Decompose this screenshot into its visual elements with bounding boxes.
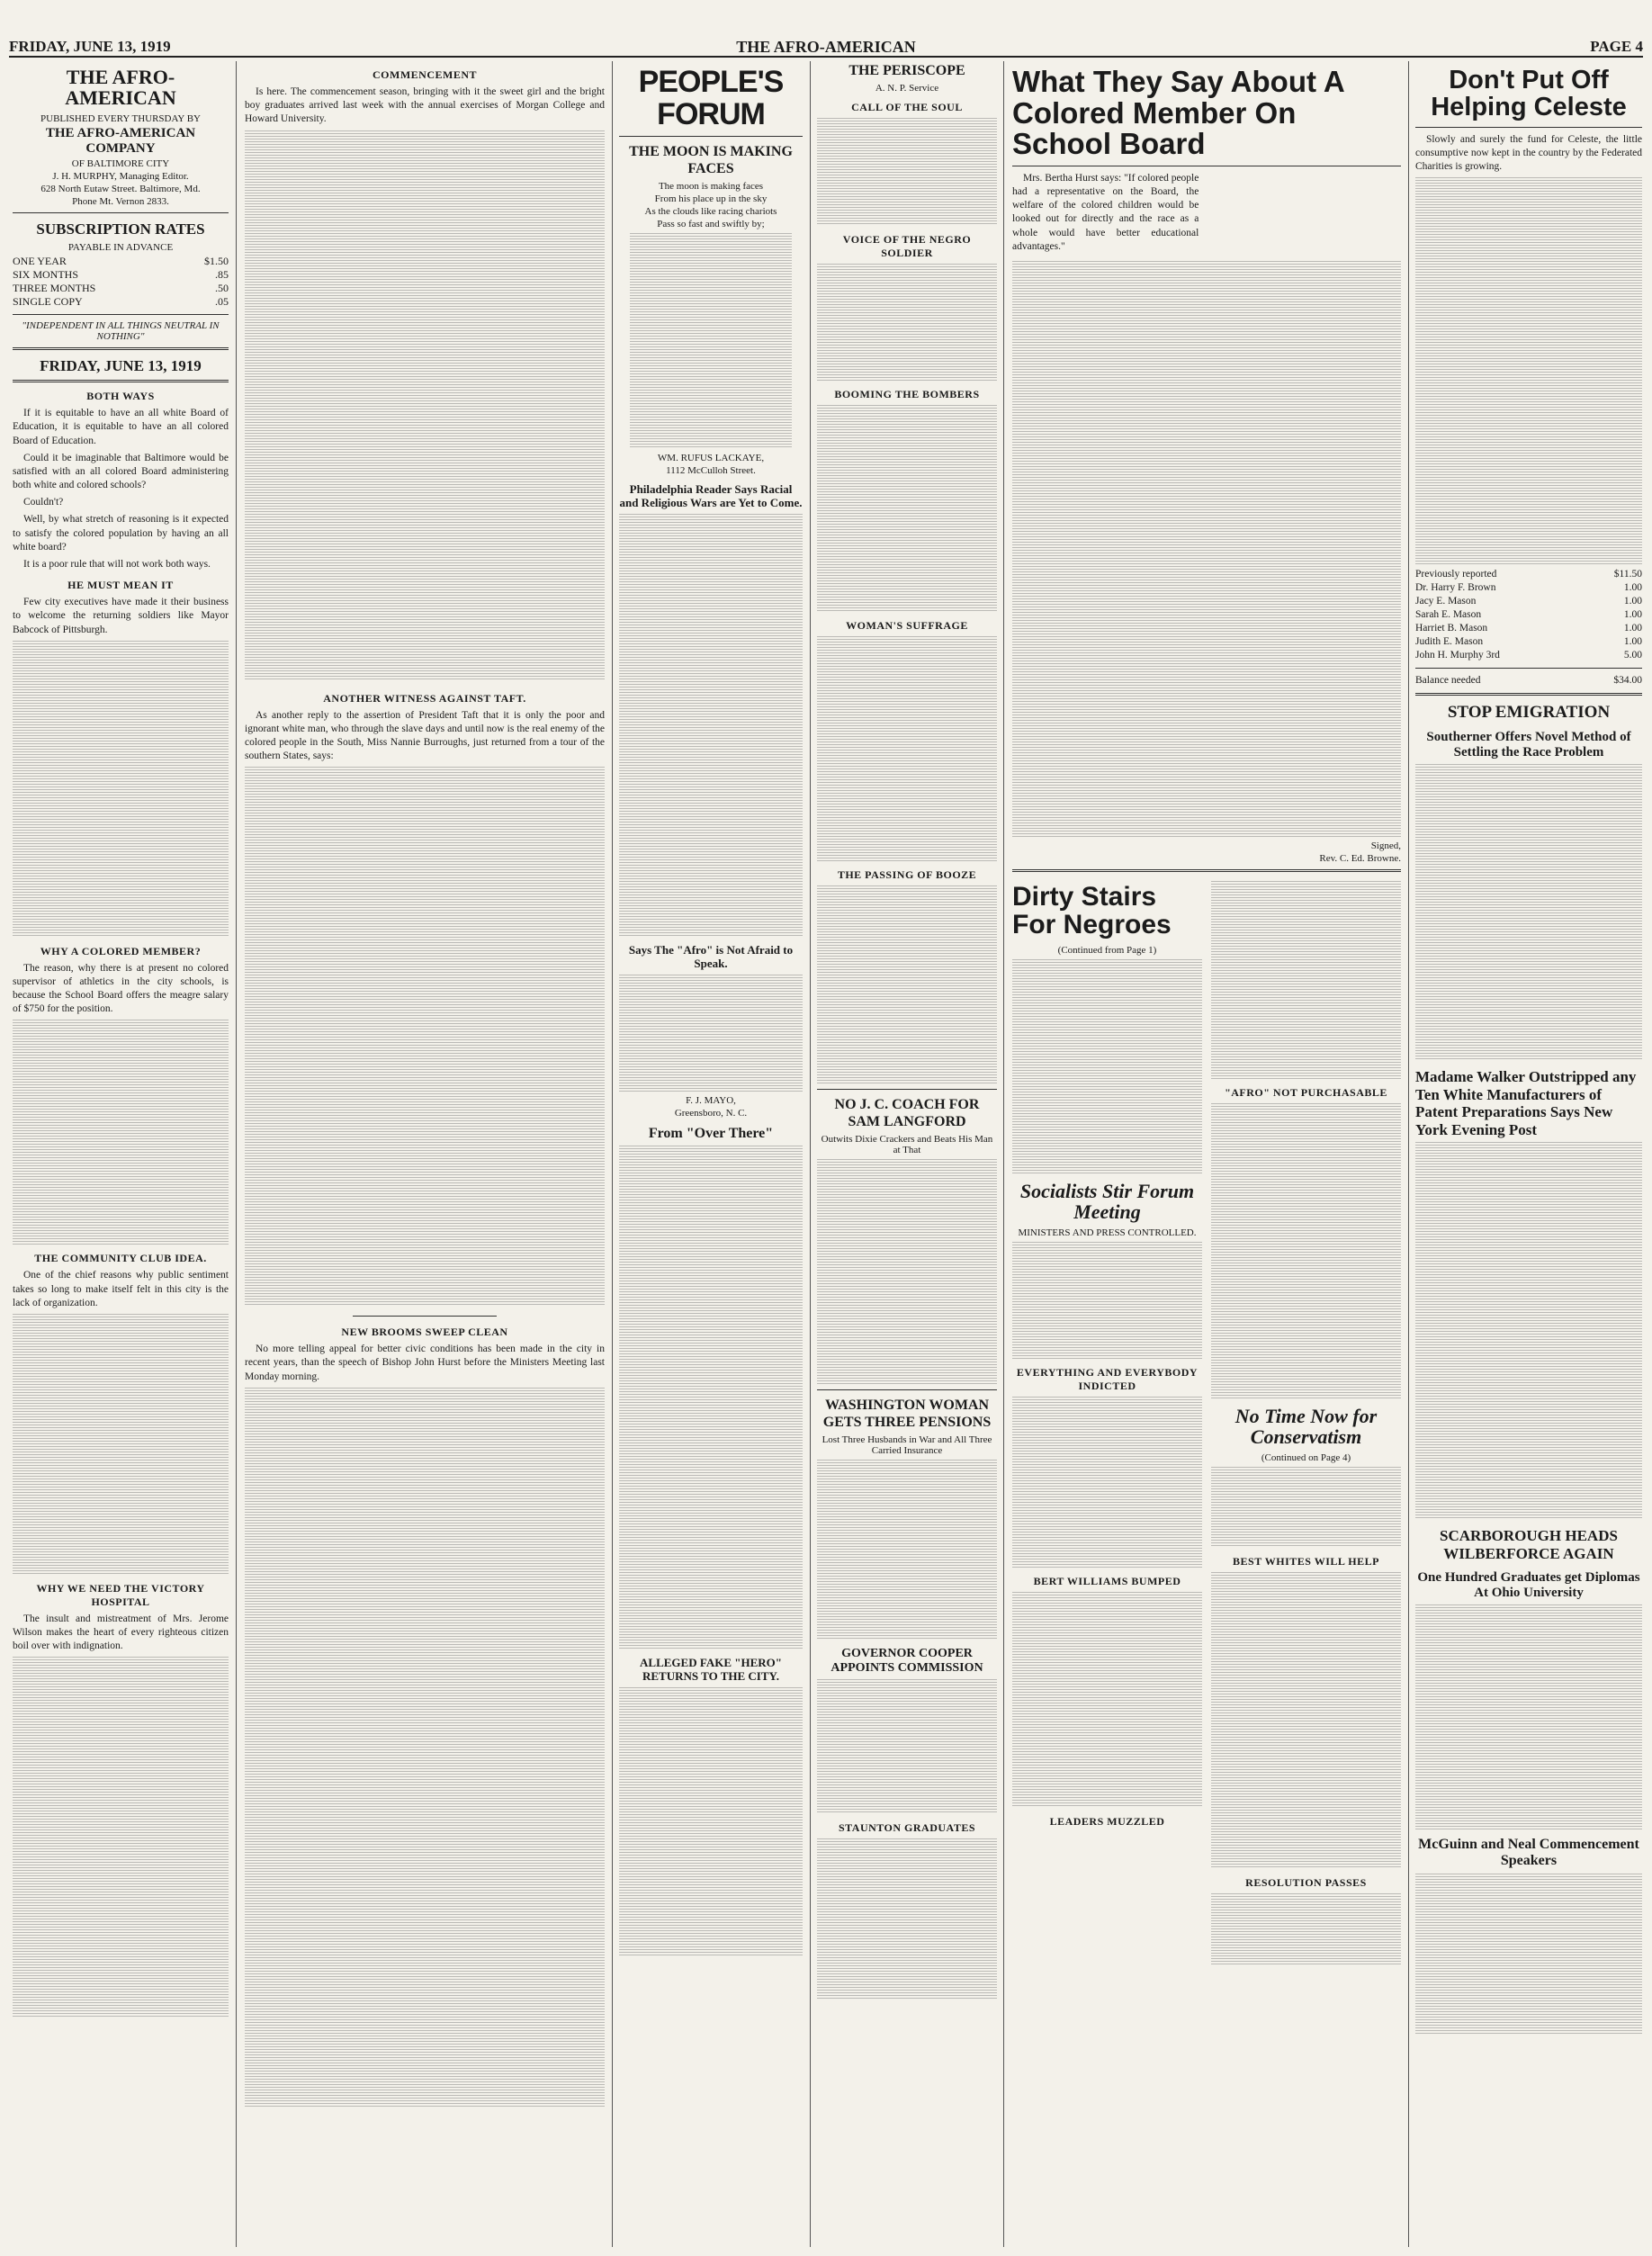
section-heading: "AFRO" NOT PURCHASABLE xyxy=(1225,1085,1387,1099)
editorial-text: It is a poor rule that will not work both ways. xyxy=(23,559,211,570)
fund-row: Judith E. Mason 1.00 xyxy=(1415,636,1642,648)
no-time-title: No Time Now for Conservatism xyxy=(1235,1404,1378,1449)
rate-row: THREE MONTHS .50 xyxy=(13,281,229,294)
column-rule xyxy=(236,61,237,2247)
school-board-title: What They Say About A Colored Member On School Board xyxy=(1012,65,1344,161)
header-page-number: PAGE 4 xyxy=(1590,38,1643,55)
editorial-heading: WHY WE NEED THE VICTORY HOSPITAL xyxy=(36,1581,205,1608)
poem-author: WM. RUFUS LACKAYE, xyxy=(657,453,765,464)
fund-row: Previously reported $11.50 xyxy=(1415,569,1642,580)
article-heading: STAUNTON GRADUATES xyxy=(838,1821,976,1835)
article-heading: Madame Walker Outstripped any Ten White Manufacturers of Patent Preparations Says New York Evening Post xyxy=(1415,1068,1637,1138)
socialists-title: Socialists Stir Forum Meeting xyxy=(1019,1179,1195,1224)
editorial-text: One of the chief reasons why public sentiment takes so long to make itself felt in this city is the lack of organization. xyxy=(13,1270,229,1308)
masthead-editor: J. H. MURPHY, Managing Editor. xyxy=(52,171,189,183)
editorial-heading: WHY A COLORED MEMBER? xyxy=(40,944,202,957)
section-heading: BERT WILLIAMS BUMPED xyxy=(1033,1575,1181,1588)
rate-row: SINGLE COPY .05 xyxy=(13,294,229,308)
letter-signature-place: Greensboro, N. C. xyxy=(674,1107,748,1119)
editorial-heading: HE MUST MEAN IT xyxy=(67,579,174,592)
page-header xyxy=(9,38,1643,58)
column-peoples-forum xyxy=(619,61,803,2247)
article-text: Is here. The commencement season, bringing with it the sweet girl and the bright boy graduates arrived last week with the annual exercises of Morgan College and Howard University. xyxy=(245,86,605,125)
column-school-board xyxy=(1012,61,1401,2247)
fund-balance: Balance needed $34.00 xyxy=(1415,674,1642,686)
poem-line: The moon is making faces xyxy=(658,181,764,193)
masthead-address: 628 North Eutaw Street. Baltimore, Md. xyxy=(40,184,201,195)
column-rule xyxy=(1408,61,1409,2247)
masthead-phone: Phone Mt. Vernon 2833. xyxy=(72,196,169,208)
masthead-motto: "INDEPENDENT IN ALL THINGS NEUTRAL IN NOTHING" xyxy=(22,319,220,342)
column-celeste xyxy=(1415,61,1642,2247)
continued-note: (Continued on Page 4) xyxy=(1261,1452,1351,1464)
rate-row: ONE YEAR $1.50 xyxy=(13,254,229,267)
poem-address: 1112 McCulloh Street. xyxy=(666,465,756,477)
article-heading: McGuinn and Neal Commencement Speakers xyxy=(1418,1837,1639,1869)
article-subheading: One Hundred Graduates get Diplomas At Ohio University xyxy=(1417,1569,1640,1600)
masthead-company: THE AFRO-AMERICAN COMPANY xyxy=(45,126,196,157)
fund-row: John H. Murphy 3rd 5.00 xyxy=(1415,650,1642,661)
fund-list xyxy=(1415,568,1642,688)
poem-line: As the clouds like racing chariots xyxy=(644,206,777,218)
letter-heading: From "Over There" xyxy=(648,1125,774,1141)
rates-list xyxy=(13,255,229,309)
article-subheading: Southerner Offers Novel Method of Settling the Race Problem xyxy=(1426,729,1631,759)
continued-note: (Continued from Page 1) xyxy=(1057,944,1157,956)
fund-row: Sarah E. Mason 1.00 xyxy=(1415,609,1642,621)
rates-payable: PAYABLE IN ADVANCE xyxy=(67,241,174,253)
section-heading: VOICE OF THE NEGRO SOLDIER xyxy=(842,233,972,260)
column-rule xyxy=(1003,61,1004,2247)
letter-heading: Philadelphia Reader Says Racial and Religious Wars are Yet to Come. xyxy=(619,482,803,510)
article-subheading: Lost Three Husbands in War and All Three Carried Insurance xyxy=(822,1434,992,1456)
column-rule xyxy=(612,61,613,2247)
fund-row: Jacy E. Mason 1.00 xyxy=(1415,596,1642,607)
masthead-dateline: FRIDAY, JUNE 13, 1919 xyxy=(40,356,202,374)
header-date: FRIDAY, JUNE 13, 1919 xyxy=(9,38,171,55)
masthead-title: THE AFRO-AMERICAN xyxy=(65,66,176,110)
article-text: As another reply to the assertion of President Taft that it is only the poor and ignorant white man, who through the slave days and until now is the real enemy of the colored people in the South, Miss Nannie Burroughs, just returned from a tour of the southern States, says: xyxy=(245,709,605,762)
masthead-city: OF BALTIMORE CITY xyxy=(71,158,170,170)
article-text: Mrs. Bertha Hurst says: "If colored people had a representative on the Board, the welfare of the colored children would be looked out for directly and the race as a whole would have better educational advantages." xyxy=(1012,172,1199,252)
celeste-title: Don't Put Off Helping Celeste xyxy=(1431,66,1627,122)
editorial-heading: BOTH WAYS xyxy=(86,390,155,403)
section-heading: EVERYTHING AND EVERYBODY INDICTED xyxy=(1016,1366,1199,1393)
dirty-stairs-title: Dirty Stairs For Negroes xyxy=(1012,881,1172,940)
section-heading: WOMAN'S SUFFRAGE xyxy=(846,619,968,633)
editorial-text: Could it be imaginable that Baltimore would be satisfied with an all colored Board administering both white and colored schools? xyxy=(13,452,229,491)
editorial-text: Well, by what stretch of reasoning is it expected to satisfy the colored population by having an all white board? xyxy=(13,514,229,553)
forum-title: PEOPLE'S FORUM xyxy=(638,65,784,131)
periscope-service: A. N. P. Service xyxy=(875,83,939,94)
article-signed: Signed, xyxy=(1370,840,1401,851)
periscope-title: THE PERISCOPE xyxy=(848,63,965,78)
article-subheading: MINISTERS AND PRESS CONTROLLED. xyxy=(1018,1227,1197,1239)
column-editorials xyxy=(13,61,229,2247)
article-heading: STOP EMIGRATION xyxy=(1447,702,1611,722)
article-heading: COMMENCEMENT xyxy=(373,68,477,81)
article-text: No more telling appeal for better civic conditions has been made in the city in recent years, than the speech of Bishop John Hurst before the Ministers Meeting last Monday morning. xyxy=(245,1344,605,1382)
section-heading: RESOLUTION PASSES xyxy=(1245,1876,1367,1890)
section-heading: BEST WHITES WILL HELP xyxy=(1233,1555,1379,1568)
article-heading: NEW BROOMS SWEEP CLEAN xyxy=(341,1326,508,1339)
section-heading: BOOMING THE BOMBERS xyxy=(834,388,980,401)
editorial-text: The insult and mistreatment of Mrs. Jerome Wilson makes the heart of every righteous citizen boil over with indignation. xyxy=(13,1613,229,1652)
column-periscope xyxy=(817,61,997,2247)
column-commencement xyxy=(245,61,605,2247)
editorial-heading: THE COMMUNITY CLUB IDEA. xyxy=(34,1252,207,1265)
masthead-published: PUBLISHED EVERY THURSDAY BY xyxy=(40,113,201,125)
letter-heading: Says The "Afro" is Not Afraid to Speak. xyxy=(628,943,794,970)
poem-line: From his place up in the sky xyxy=(654,193,768,205)
fund-row: Harriet B. Mason 1.00 xyxy=(1415,623,1642,634)
section-heading: THE PASSING OF BOOZE xyxy=(837,868,977,882)
header-paper-name: THE AFRO-AMERICAN xyxy=(736,38,916,56)
article-heading: NO J. C. COACH FOR SAM LANGFORD xyxy=(834,1097,980,1129)
rates-title: SUBSCRIPTION RATES xyxy=(36,220,205,238)
column-rule xyxy=(810,61,811,2247)
editorial-text: The reason, why there is at present no colored supervisor of athletics in the city schools, is because the School Board offers the meagre salary of $750 for the position. xyxy=(13,962,229,1015)
article-text: Slowly and surely the fund for Celeste, the little consumptive now kept in the country by the Federated Charities is growing. xyxy=(1415,133,1642,173)
article-heading: ALLEGED FAKE "HERO" RETURNS TO THE CITY. xyxy=(640,1656,782,1684)
article-heading: ANOTHER WITNESS AGAINST TAFT. xyxy=(323,691,526,705)
section-heading: LEADERS MUZZLED xyxy=(1049,1815,1165,1829)
rate-row: SIX MONTHS .85 xyxy=(13,267,229,281)
editorial-text: If it is equitable to have an all white Board of Education, it is equitable to have an all colored Board of Education. xyxy=(13,408,229,446)
article-heading: SCARBOROUGH HEADS WILBERFORCE AGAIN xyxy=(1440,1527,1618,1562)
article-heading: WASHINGTON WOMAN GETS THREE PENSIONS xyxy=(822,1398,992,1430)
editorial-text: Few city executives have made it their business to welcome the returning soldiers like Mayor Babcock of Pittsburgh. xyxy=(13,597,229,635)
article-signer: Rev. C. Ed. Browne. xyxy=(1319,852,1401,864)
section-heading: CALL OF THE SOUL xyxy=(851,101,963,114)
editorial-text: Couldn't? xyxy=(23,497,64,508)
poem-line: Pass so fast and swiftly by; xyxy=(657,219,765,230)
article-subheading: Outwits Dixie Crackers and Beats His Man at That xyxy=(821,1134,993,1156)
article-heading: GOVERNOR COOPER APPOINTS COMMISSION xyxy=(830,1646,983,1676)
fund-row: Dr. Harry F. Brown 1.00 xyxy=(1415,582,1642,594)
poem-title: THE MOON IS MAKING FACES xyxy=(629,144,793,176)
letter-signature: F. J. MAYO, xyxy=(686,1094,736,1106)
